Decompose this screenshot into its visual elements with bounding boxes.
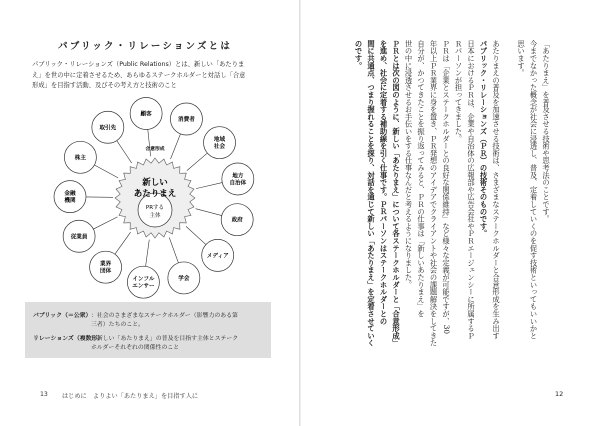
text-column: あたりまえの普及を加速させる技術は、さまざまなステークホルダーと合意形成を生み出す bbox=[492, 40, 501, 340]
text-column: 思います。 bbox=[517, 40, 526, 77]
right-page bbox=[301, 0, 600, 426]
text-column: のです。 bbox=[354, 40, 364, 70]
subject-label-2: 主体 bbox=[149, 213, 161, 219]
stakeholder-label: 株主 bbox=[74, 155, 86, 162]
stakeholder-label: 取引先 bbox=[99, 125, 117, 132]
spoke-line bbox=[186, 226, 206, 244]
center-badge bbox=[115, 145, 195, 238]
text-column: 世の中に浸透させるお手伝いをする仕事なんだと考えるようになりました。 bbox=[404, 40, 414, 289]
stakeholder-label: 自治体 bbox=[229, 180, 247, 187]
spoke-line bbox=[196, 209, 222, 216]
text-column: 間に共通点、つまり握れることを探り、対話を通じて新しい「あたりまえ」を定着させていく bbox=[367, 40, 376, 347]
intro-line: 形成」を目指す活動、及びその考え方と技術のこと bbox=[32, 82, 177, 89]
definition-key: リレーションズ（複数形） bbox=[33, 336, 104, 342]
definition-line: ：社会のさまざまなステークホルダー（影響力のある第 bbox=[91, 313, 238, 319]
spoke-line bbox=[93, 217, 117, 229]
page-title: パブリック・リレーションズとは bbox=[58, 41, 233, 52]
definition-box bbox=[25, 302, 271, 358]
definition-value bbox=[91, 312, 267, 330]
spoke-line bbox=[187, 153, 207, 171]
stakeholder-label: 地方 bbox=[232, 173, 244, 180]
center-label-1: 新しい bbox=[142, 178, 168, 188]
definition-key: パブリック（＝公衆） bbox=[33, 313, 92, 319]
text-column: を進め、社会に定着する補助線を引く仕事です。ＰＲパーソンはステークホルダーとの bbox=[379, 40, 389, 325]
spoke-line bbox=[171, 134, 181, 159]
stakeholder-label: 社会 bbox=[213, 144, 226, 151]
center-label-2: あたりまえ bbox=[133, 189, 177, 199]
text-column: パブリック・リレーションズ（ＰＲ）の技術そのものです。 bbox=[479, 40, 489, 238]
stakeholder-label: 団体 bbox=[99, 268, 112, 275]
text-column: 自分が、かつてきたことを振り返ってみると、ＰＲの仕事は「新しいあたりまえ」を bbox=[417, 40, 426, 318]
text-column: ＰＲとは次の図のように、新しい「あたりまえ」について各ステークホルダーと「合意形成」 bbox=[392, 40, 401, 347]
spoke-line bbox=[115, 232, 131, 254]
spoke-line bbox=[196, 183, 222, 189]
consensus-tag: 合意形成 bbox=[145, 147, 165, 152]
vertical-text-body bbox=[352, 40, 552, 370]
page-number-right: 12 bbox=[555, 390, 564, 398]
text-column bbox=[502, 40, 515, 370]
definition-line: ：新しい「あたりまえ」の普及を目指す主体とステーク bbox=[91, 336, 239, 342]
stakeholder-label: 機関 bbox=[64, 198, 76, 205]
text-column: ＰＲは「企業とステークホルダーとの良好な関係維持」など様々な定義が可能ですが、30 bbox=[442, 40, 451, 334]
text-column: 日本におけるＰＲは、企業や自治体の広報部や広告会社やＰＲエージェンシーに所属するＰ bbox=[467, 40, 476, 340]
stakeholder-label: 顧客 bbox=[140, 111, 152, 118]
page-number-left: 13 bbox=[40, 391, 48, 398]
stakeholder-label: エンサー bbox=[132, 283, 155, 290]
definition-line: 三者）たちのこと。 bbox=[91, 322, 145, 328]
spoke-line bbox=[148, 129, 151, 156]
text-column: 今までなかった概念が社会に浸透し、普及、定着していくのを促す技術といってもいいかと bbox=[529, 40, 539, 340]
text-column: 年以上ＰＲ業界に身を置き、ＰＲ発想のアイデアでクライアントや社会の課題解決をしてきた bbox=[429, 40, 439, 347]
stakeholder-label: 金融 bbox=[64, 191, 76, 198]
stakeholder-label: 地域 bbox=[213, 137, 226, 144]
spoke-line bbox=[169, 238, 178, 263]
spoke-line bbox=[117, 141, 132, 163]
spoke-line bbox=[94, 165, 118, 178]
stakeholder-label: インフル bbox=[132, 276, 155, 283]
running-head: はじめに よりよい「あたりまえ」を目指す人に bbox=[62, 393, 199, 400]
definition-line: ホルダーそれぞれの関係性のこと bbox=[91, 345, 180, 351]
text-column: Ｒパーソンが担ってきました。 bbox=[454, 40, 464, 143]
spoke-line bbox=[146, 240, 150, 267]
stakeholder-label: 業界 bbox=[99, 261, 112, 268]
subject-label-1: PRする bbox=[145, 205, 165, 211]
intro-line: え」を世の中に定着させるため、あらゆるステークホルダーと対話し「合意 bbox=[32, 71, 246, 79]
definition-value bbox=[91, 335, 267, 353]
stakeholder-label: 学会 bbox=[178, 275, 190, 282]
stakeholder-label: メディア bbox=[206, 253, 229, 260]
intro-line: パブリック・リレーションズ（Public Relations）とは、新しい「あたりま bbox=[32, 61, 245, 68]
stakeholder-label: 従業員 bbox=[70, 234, 88, 241]
stakeholder-label: 消費者 bbox=[178, 117, 195, 124]
stakeholder-label: 政府 bbox=[231, 217, 243, 224]
stakeholder-diagram bbox=[0, 0, 300, 300]
text-column: 「あたりまえ」を普及させる技術や思考法のことです。 bbox=[542, 40, 551, 223]
